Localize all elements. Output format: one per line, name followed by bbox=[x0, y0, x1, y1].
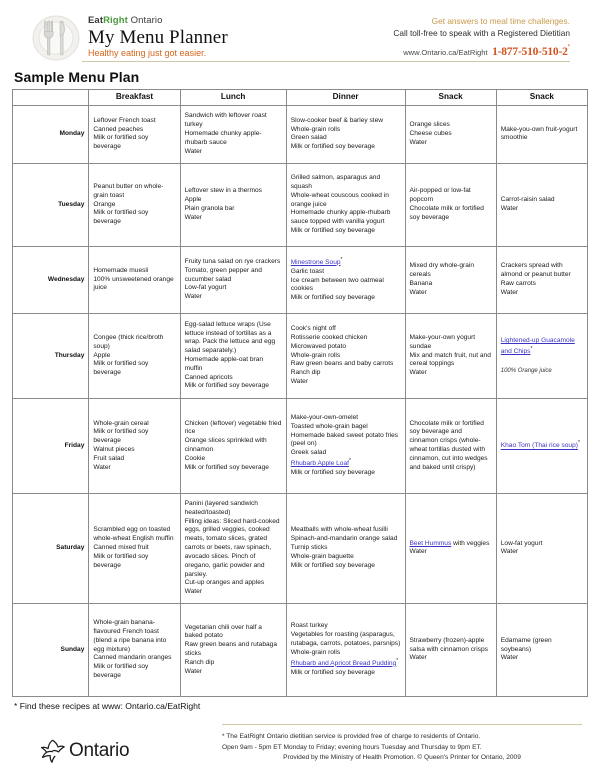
recipe-link[interactable]: Lightened-up Guacamole and Chips bbox=[500, 337, 575, 356]
menu-plan-table bbox=[12, 89, 588, 697]
table-row bbox=[13, 105, 588, 163]
row-day-label: Tuesday bbox=[13, 163, 89, 246]
meal-cell-lunch: Sandwich with leftover roast turkey Homemade chunky apple-rhubarb sauce Water bbox=[180, 105, 286, 163]
table-row bbox=[13, 246, 588, 313]
eatright-ontario-wordmark bbox=[88, 16, 228, 26]
brand-block bbox=[30, 14, 228, 62]
meal-cell-dinner: Slow-cooker beef & barley stew Whole-grain rolls Green salad Milk or fortified soy beverage bbox=[286, 105, 405, 163]
col-header-lunch: Lunch bbox=[180, 90, 286, 106]
meal-cell-snack-2: Edamame (green soybeans) Water bbox=[496, 603, 587, 696]
meal-cell-snack-1: Mixed dry whole-grain cereals Banana Water bbox=[405, 246, 496, 313]
ontario-wordmark: Ontario bbox=[69, 739, 130, 761]
recipe-link[interactable]: Rhubarb and Apricot Bread Pudding bbox=[290, 659, 397, 667]
disclaimer-line-3: Provided by the Ministry of Health Promotion. © Queen's Printer for Ontario, 2009 bbox=[283, 754, 521, 762]
toll-free-phone: 1-877-510-510-2 bbox=[492, 46, 568, 59]
meal-cell-snack-2: Crackers spread with almond or peanut butter Raw carrots Water bbox=[496, 246, 587, 313]
meal-cell-snack-1: Orange slices Cheese cubes Water bbox=[405, 105, 496, 163]
page-title: Sample Menu Plan bbox=[14, 69, 140, 85]
brand-right: Right bbox=[103, 15, 128, 26]
meal-cell-dinner: Cook's night off Rotisserie cooked chicken Microwaved potato Whole-grain rolls Raw green beans and baby carrots Ranch dip Water bbox=[286, 313, 405, 398]
recipe-footnote-marker: * bbox=[530, 345, 533, 352]
eatright-url[interactable]: www.Ontario.ca/EatRight bbox=[403, 48, 488, 58]
brand-text-block bbox=[88, 14, 228, 59]
disclaimer-line-1: * The EatRight Ontario dietitian service is provided free of charge to residents of Ontario. bbox=[222, 732, 481, 740]
contact-line-3 bbox=[393, 39, 570, 63]
recipes-footnote: * Find these recipes at www: Ontario.ca/EatRight bbox=[14, 700, 201, 711]
meal-cell-snack-1: Beet Hummus with veggies Water bbox=[405, 493, 496, 603]
meal-cell-breakfast: Scrambled egg on toasted whole-wheat English muffin Canned mixed fruit Milk or fortified soy beverage bbox=[89, 493, 180, 603]
footer-disclaimer-block bbox=[222, 724, 582, 764]
orange-juice-note: 100% Orange juice bbox=[500, 367, 552, 374]
table-body bbox=[13, 105, 588, 696]
brand-eat: Eat bbox=[88, 15, 104, 26]
brand-ontario: Ontario bbox=[127, 15, 163, 26]
meal-cell-snack-2: Low-fat yogurt Water bbox=[496, 493, 587, 603]
meal-cell-snack-2: Make-you-own fruit-yogurt smoothie bbox=[496, 105, 587, 163]
recipe-footnote-marker: * bbox=[340, 256, 343, 263]
col-header-day bbox=[13, 90, 89, 106]
row-day-label: Thursday bbox=[13, 313, 89, 398]
ontario-logo bbox=[18, 724, 129, 764]
meal-cell-lunch: Fruity tuna salad on rye crackers Tomato, green pepper and cucumber salad Low-fat yogurt Water bbox=[180, 246, 286, 313]
page-header bbox=[12, 0, 588, 58]
table-row bbox=[13, 493, 588, 603]
recipe-footnote-marker: * bbox=[396, 657, 399, 664]
trillium-icon bbox=[40, 738, 66, 764]
meal-cell-dinner: Grilled salmon, asparagus and squash Whole-wheat couscous cooked in orange juice Homemade chunky apple-rhubarb sauce topped with vanilla yogurt Milk or fortified soy beverage bbox=[286, 163, 405, 246]
row-day-label: Wednesday bbox=[13, 246, 89, 313]
recipe-link[interactable]: Minestrone Soup bbox=[290, 259, 341, 266]
meal-cell-dinner: Make-your-own-omelet Toasted whole-grain bagel Homemade baked sweet potato fries (peel on) Greek salad Rhubarb Apple Loaf* Milk or fortified soy beverage bbox=[286, 398, 405, 493]
product-title: My Menu Planner bbox=[88, 26, 228, 48]
recipe-footnote-marker: * bbox=[577, 440, 580, 447]
meal-cell-snack-1: Make-your-own yogurt sundae Mix and match fruit, nut and cereal toppings Water bbox=[405, 313, 496, 398]
table-row bbox=[13, 398, 588, 493]
col-header-snack-1: Snack bbox=[405, 90, 496, 106]
contact-line-1: Get answers to meal time challenges. bbox=[431, 16, 570, 26]
table-row bbox=[13, 163, 588, 246]
col-header-breakfast: Breakfast bbox=[89, 90, 180, 106]
meal-cell-snack-2 bbox=[496, 313, 587, 398]
row-day-label: Sunday bbox=[13, 603, 89, 696]
col-header-snack-2: Snack bbox=[496, 90, 587, 106]
recipe-link[interactable]: Beet Hummus bbox=[409, 539, 452, 547]
page-footer bbox=[12, 724, 588, 764]
meal-cell-breakfast: Whole-grain cereal Milk or fortified soy beverage Walnut pieces Fruit salad Water bbox=[89, 398, 180, 493]
col-header-dinner: Dinner bbox=[286, 90, 405, 106]
contact-line-2: Call toll-free to speak with a Registered Dietitian bbox=[393, 28, 570, 39]
meal-cell-lunch: Vegetarian chili over half a baked potato Raw green beans and rutabaga sticks Ranch dip Water bbox=[180, 603, 286, 696]
row-day-label: Saturday bbox=[13, 493, 89, 603]
meal-cell-snack-1: Chocolate milk or fortified soy beverage and cinnamon crisps (whole-wheat tortillas dusted with cinnamon, cut into wedges and baked until crispy) bbox=[405, 398, 496, 493]
plate-cutlery-logo-icon bbox=[30, 14, 82, 62]
phone-footnote-marker: * bbox=[567, 44, 570, 51]
row-day-label: Friday bbox=[13, 398, 89, 493]
meal-cell-breakfast: Whole-grain banana-flavoured French toast (blend a ripe banana into egg mixture) Canned mandarin oranges Milk or fortified soy beverage bbox=[89, 603, 180, 696]
meal-cell-lunch: Panini (layered sandwich heated/toasted) Filling ideas: Sliced hard-cooked eggs, grilled veggies, cooked meats, tomato slices, grated carrots or beets, raw spinach, avocado slices. Pinch of oregano, garlic powder and parsley. Cut-up oranges and apples Water bbox=[180, 493, 286, 603]
table-header-row bbox=[13, 90, 588, 106]
meal-cell-lunch: Chicken (leftover) vegetable fried rice Orange slices sprinkled with cinnamon Cookie Milk or fortified soy beverage bbox=[180, 398, 286, 493]
table-row bbox=[13, 313, 588, 398]
recipe-footnote-marker: * bbox=[348, 458, 351, 465]
meal-cell-snack-2 bbox=[496, 398, 587, 493]
recipe-link[interactable]: Rhubarb Apple Loaf bbox=[290, 460, 349, 468]
tagline: Healthy eating just got easier. bbox=[88, 48, 207, 59]
recipe-link[interactable]: Khao Tom (Thai rice soup) bbox=[500, 442, 578, 450]
meal-cell-breakfast: Homemade muesli 100% unsweetened orange juice bbox=[89, 246, 180, 313]
contact-block bbox=[393, 14, 570, 63]
meal-cell-breakfast: Peanut butter on whole-grain toast Orange Milk or fortified soy beverage bbox=[89, 163, 180, 246]
meal-cell-breakfast: Leftover French toast Canned peaches Milk or fortified soy beverage bbox=[89, 105, 180, 163]
meal-cell-dinner: Minestrone Soup* Garlic toast Ice cream between two oatmeal cookies Milk or fortified soy beverage bbox=[286, 246, 405, 313]
meal-cell-lunch: Egg-salad lettuce wraps (Use lettuce instead of tortillas as a wrap. Pack the lettuce and egg salad separately.) Homemade apple-oat bran muffin Canned apricots Milk or fortified soy beverage bbox=[180, 313, 286, 398]
meal-cell-dinner: Roast turkey Vegetables for roasting (asparagus, rutabaga, carrots, potatoes, parsnips) Whole-grain rolls Rhubarb and Apricot Bread Pudding* Milk or fortified soy beverage bbox=[286, 603, 405, 696]
table-row bbox=[13, 603, 588, 696]
meal-cell-snack-1: Air-popped or low-fat popcorn Chocolate milk or fortified soy beverage bbox=[405, 163, 496, 246]
row-day-label: Monday bbox=[13, 105, 89, 163]
meal-cell-breakfast: Congee (thick rice/broth soup) Apple Milk or fortified soy beverage bbox=[89, 313, 180, 398]
meal-cell-dinner: Meatballs with whole-wheat fusilli Spinach-and-mandarin orange salad Turnip sticks Whole-grain baguette Milk or fortified soy beverage bbox=[286, 493, 405, 603]
meal-cell-lunch: Leftover stew in a thermos Apple Plain granola bar Water bbox=[180, 163, 286, 246]
disclaimer-line-2: Open 9am - 5pm ET Monday to Friday; evening hours Tuesday and Thursday to 9pm ET. bbox=[222, 743, 482, 751]
meal-cell-snack-1: Strawberry (frozen)-apple salsa with cinnamon crisps Water bbox=[405, 603, 496, 696]
meal-cell-snack-2: Carrot-raisin salad Water bbox=[496, 163, 587, 246]
